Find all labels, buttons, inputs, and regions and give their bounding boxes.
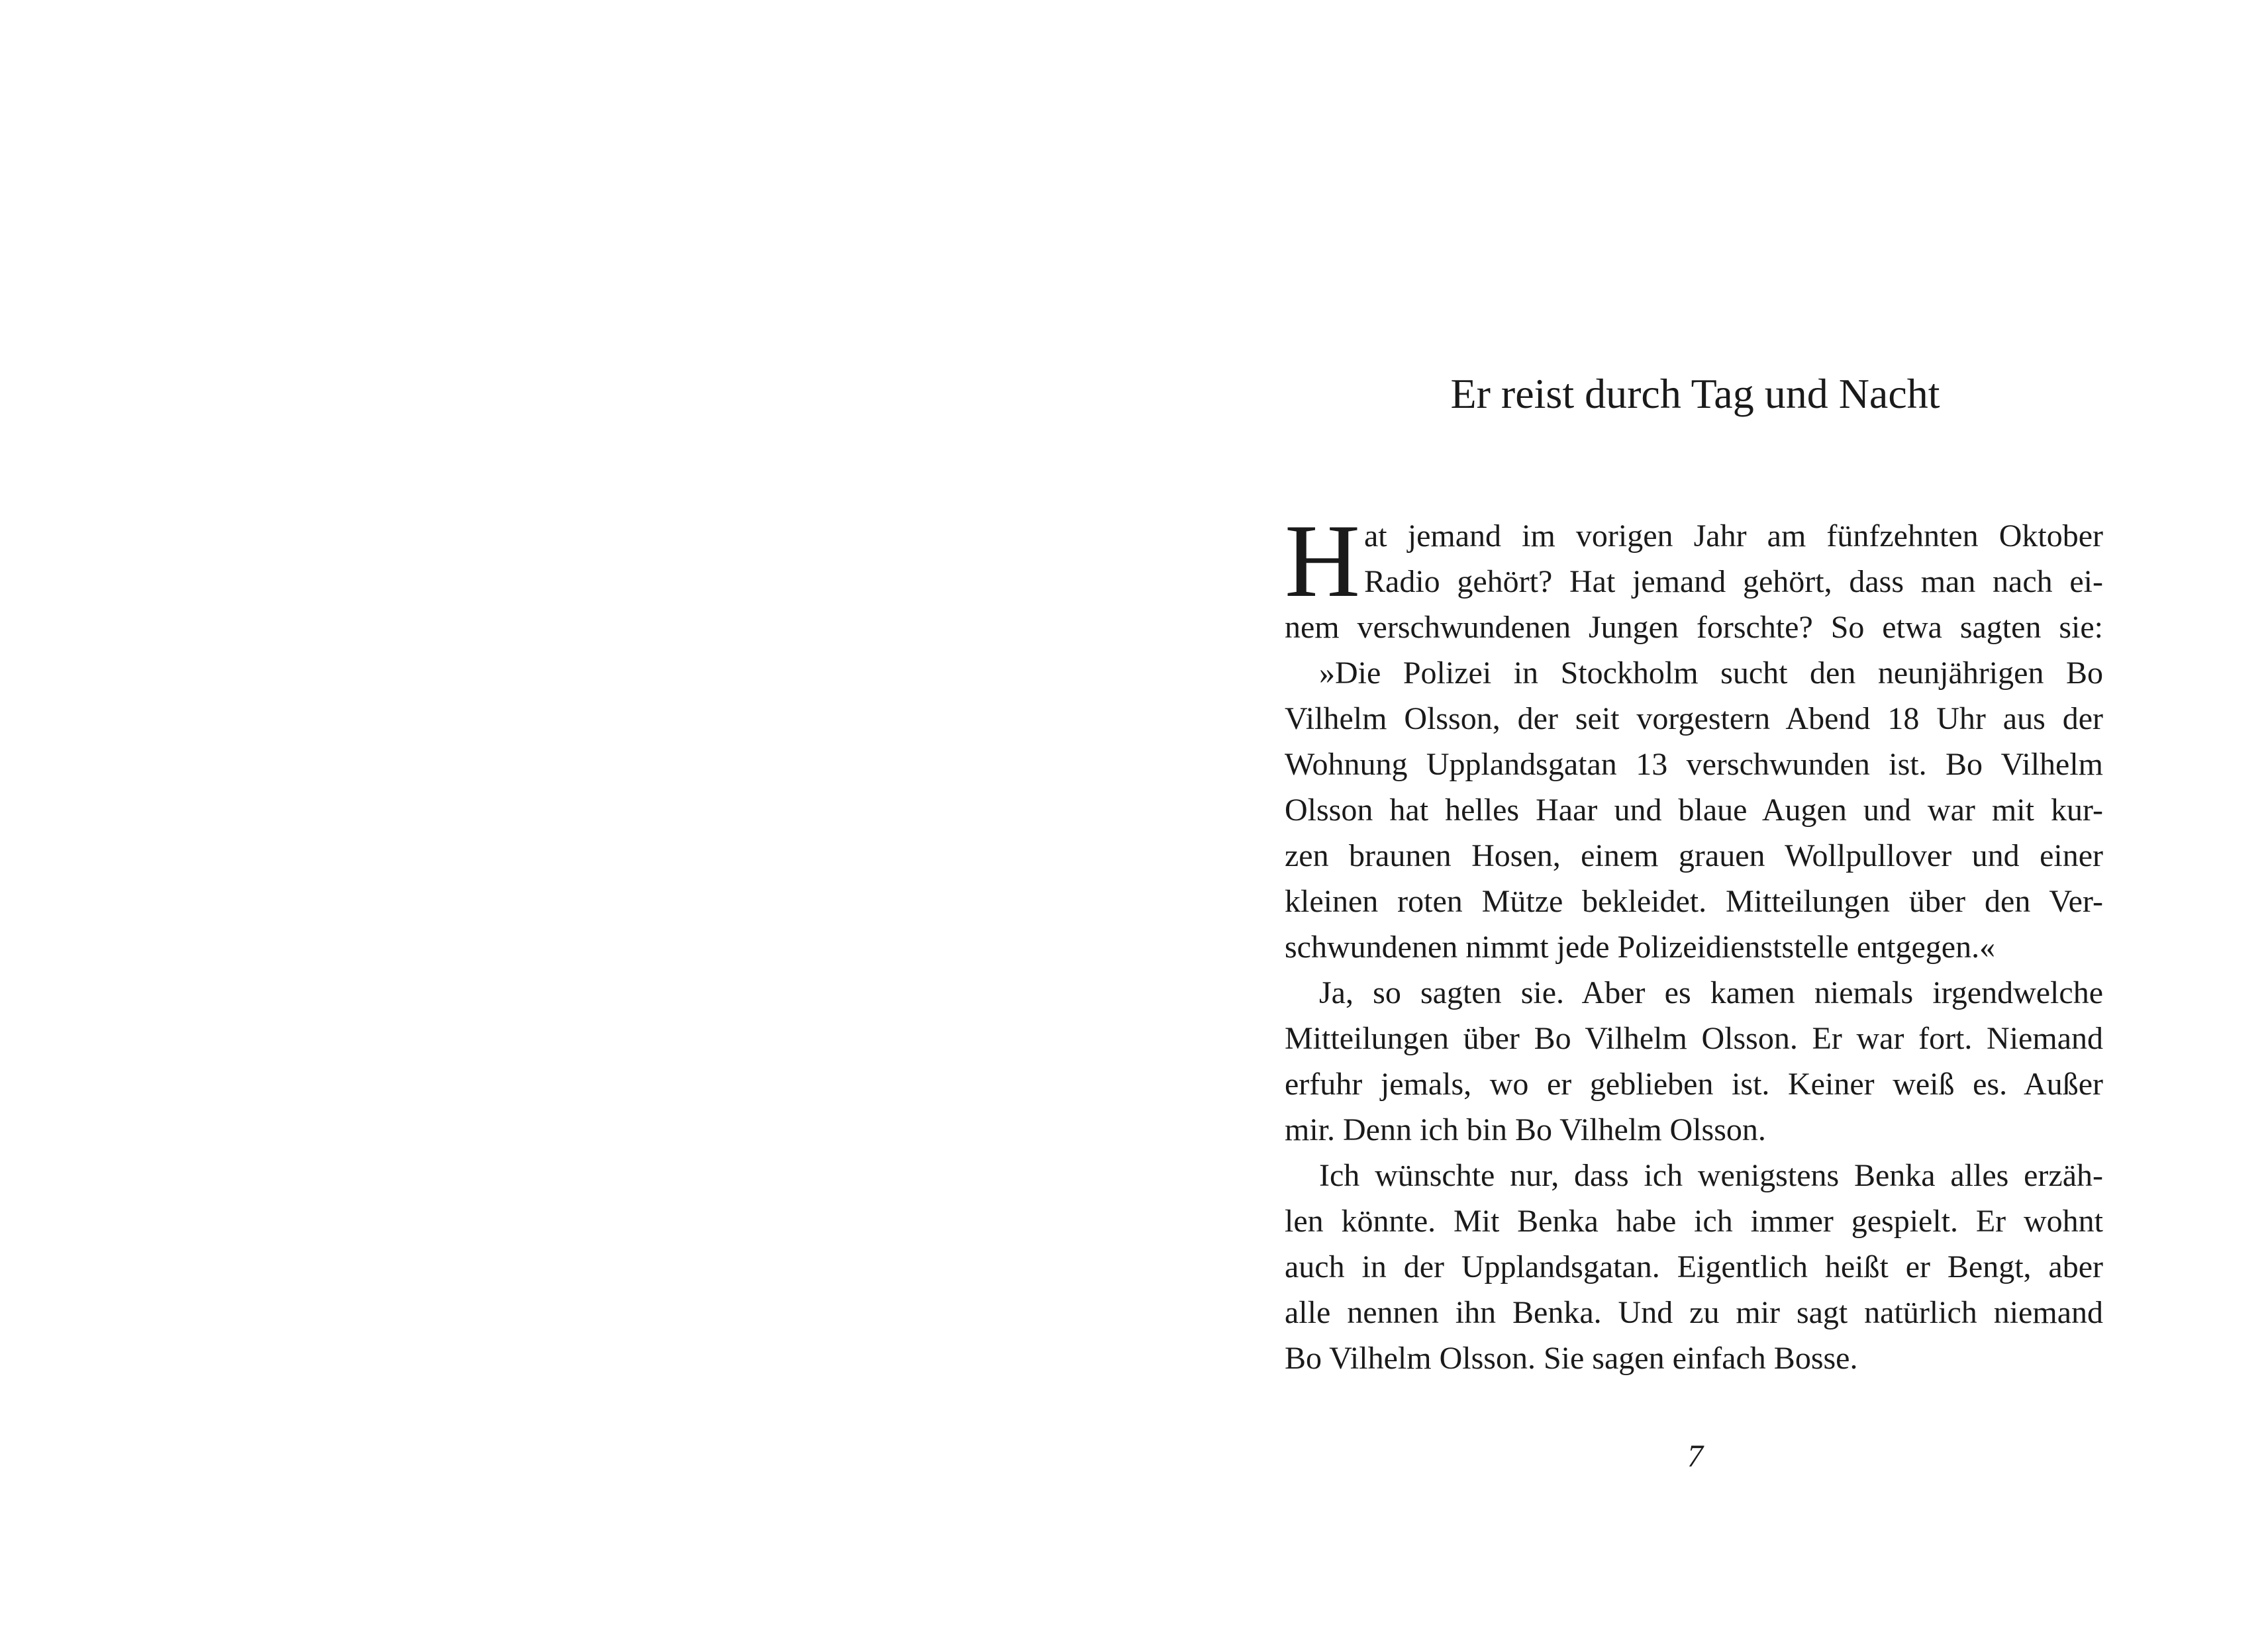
text-line: at jemand im vorigen Jahr am fünfzehnten Oktober [1364,518,2103,554]
paragraph-1 [1285,503,2103,650]
text-line: kleinen roten Mütze bekleidet. Mitteilungen über den Ver- [1285,884,2103,919]
text-line: auch in der Upplandsgatan. Eigentlich heißt er Bengt, aber [1285,1249,2103,1284]
text-line: Ich wünschte nur, dass ich wenigstens Benka alles erzäh- [1319,1158,2103,1193]
text-line: erfuhr jemals, wo er geblieben ist. Keiner weiß es. Außer [1285,1067,2103,1102]
paragraph-3 [1285,970,2103,1153]
chapter-title: Er reist durch Tag und Nacht [1450,370,1940,417]
text-line: Bo Vilhelm Olsson. Sie sagen einfach Bosse. [1285,1341,1858,1376]
text-line: Wohnung Upplandsgatan 13 verschwunden ist. Bo Vilhelm [1285,747,2103,782]
page-number: 7 [1687,1439,1703,1474]
text-line: »Die Polizei in Stockholm sucht den neunjährigen Bo [1319,655,2103,691]
drop-cap: H [1285,503,1361,619]
chapter-body [1285,503,2103,1381]
text-line: alle nennen ihn Benka. Und zu mir sagt natürlich niemand [1285,1295,2103,1330]
text-line: Olsson hat helles Haar und blaue Augen und war mit kur- [1285,793,2103,828]
text-line: Ja, so sagten sie. Aber es kamen niemals irgendwelche [1319,975,2103,1010]
text-line: zen braunen Hosen, einem grauen Wollpullover und einer [1285,838,2103,873]
text-line: nem verschwundenen Jungen forschte? So etwa sagten sie: [1285,610,2103,645]
text-line: Vilhelm Olsson, der seit vorgestern Abend 18 Uhr aus der [1285,701,2103,736]
paragraph-2 [1285,650,2103,970]
text-line: mir. Denn ich bin Bo Vilhelm Olsson. [1285,1112,1766,1147]
text-line: len könnte. Mit Benka habe ich immer gespielt. Er wohnt [1285,1204,2103,1239]
paragraph-4 [1285,1153,2103,1381]
text-line: schwundenen nimmt jede Polizeidienststelle entgegen.« [1285,930,1996,965]
text-line: Radio gehört? Hat jemand gehört, dass man nach ei- [1364,564,2103,599]
text-line: Mitteilungen über Bo Vilhelm Olsson. Er war fort. Niemand [1285,1021,2103,1056]
